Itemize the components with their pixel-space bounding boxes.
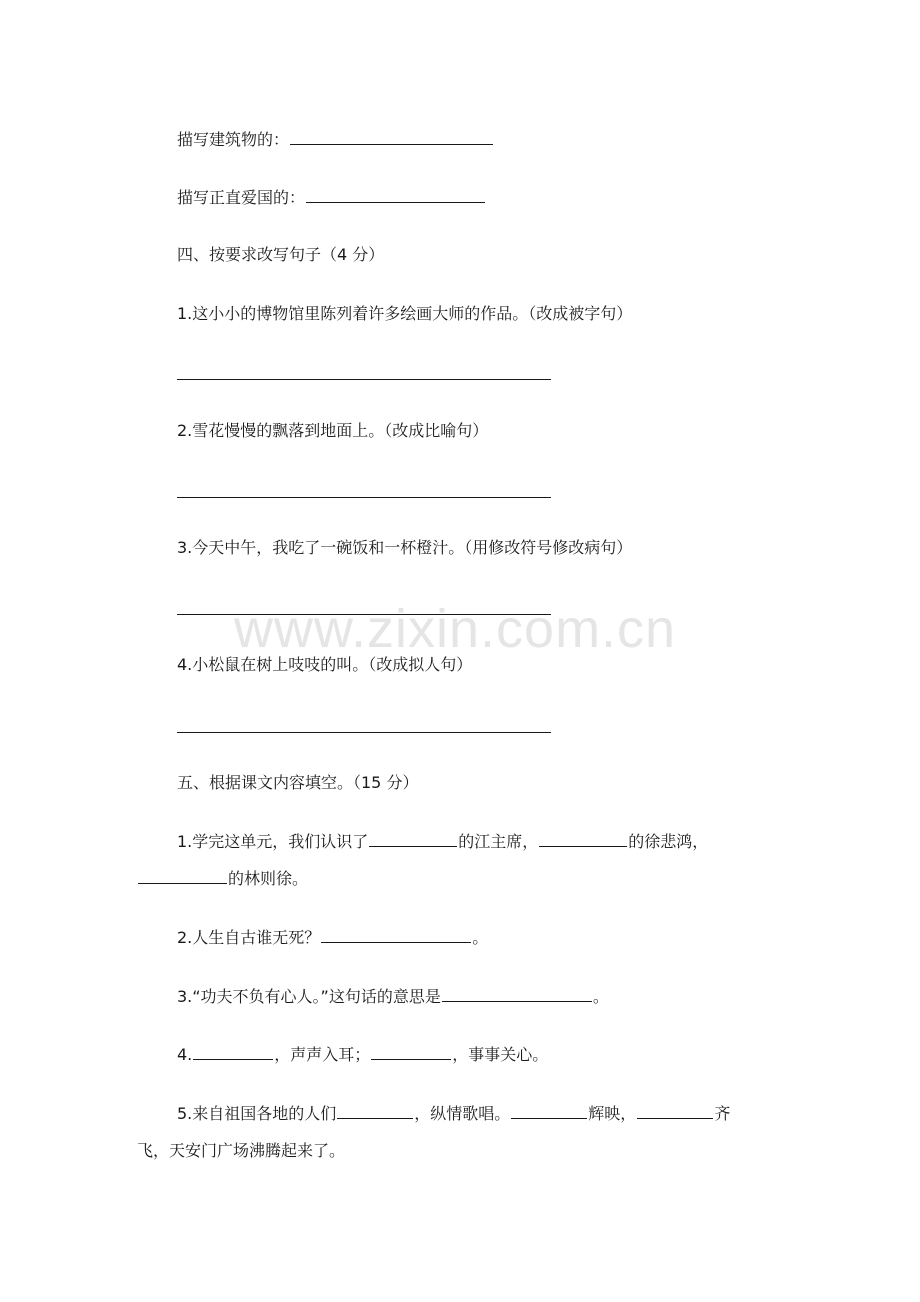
- question-text: 4.: [177, 1045, 193, 1064]
- question-5-5: [177, 1102, 730, 1126]
- question-5-1-continued: [137, 867, 308, 891]
- answer-blank[interactable]: [371, 1043, 451, 1060]
- question-text: ，纵情歌唱。: [414, 1104, 511, 1123]
- answer-blank[interactable]: [138, 867, 227, 884]
- question-5-3: [177, 985, 609, 1009]
- question-text: 。: [592, 987, 609, 1006]
- answer-blank[interactable]: [511, 1102, 587, 1119]
- answer-line[interactable]: [177, 379, 551, 380]
- answer-line[interactable]: [177, 497, 551, 498]
- answer-blank[interactable]: [306, 186, 485, 203]
- question-text: 。: [472, 928, 489, 947]
- question-text: 2.人生自古谁无死？: [177, 928, 321, 947]
- answer-blank[interactable]: [442, 985, 592, 1002]
- answer-blank[interactable]: [193, 1043, 273, 1060]
- question-5-5-continued: 飞，天安门广场沸腾起来了。: [137, 1141, 346, 1160]
- answer-blank[interactable]: [637, 1102, 713, 1119]
- watermark: www.zixin.com.cn: [234, 599, 677, 659]
- question-5-4: [177, 1043, 548, 1067]
- answer-blank[interactable]: [539, 830, 627, 847]
- question-text: 5.来自祖国各地的人们: [177, 1104, 337, 1123]
- question-text: 3.“功夫不负有心人。”这句话的意思是: [177, 987, 441, 1006]
- answer-line[interactable]: [177, 614, 551, 615]
- question-text: 的徐悲鸿，: [628, 832, 709, 851]
- question-4-2: 2.雪花慢慢的飘落到地面上。（改成比喻句）: [177, 421, 489, 440]
- section-four-heading: 四、按要求改写句子（4 分）: [177, 245, 385, 264]
- answer-blank[interactable]: [321, 926, 471, 943]
- prompt-text: 描写建筑物的：: [177, 130, 290, 149]
- prompt-text: 描写正直爱国的：: [177, 188, 306, 207]
- question-4-1: 1.这小小的博物馆里陈列着许多绘画大师的作品。（改成被字句）: [177, 304, 633, 323]
- section-five-heading: 五、根据课文内容填空。（15 分）: [177, 773, 419, 792]
- question-text: ，声声入耳；: [274, 1045, 371, 1064]
- fill-line-building: [177, 128, 494, 152]
- question-text: 的林则徐。: [228, 869, 309, 888]
- answer-blank[interactable]: [369, 830, 457, 847]
- fill-line-patriot: [177, 186, 486, 210]
- question-text: 的江主席，: [458, 832, 539, 851]
- question-text: 1.学完这单元，我们认识了: [177, 832, 369, 851]
- question-4-4: 4.小松鼠在树上吱吱的叫。（改成拟人句）: [177, 655, 473, 674]
- question-text: 辉映，: [588, 1104, 637, 1123]
- question-4-3: 3.今天中午，我吃了一碗饭和一杯橙汁。（用修改符号修改病句）: [177, 538, 633, 557]
- question-5-1: [177, 830, 708, 854]
- question-5-2: [177, 926, 488, 950]
- question-text: ，事事关心。: [452, 1045, 549, 1064]
- question-text: 齐: [714, 1104, 731, 1123]
- answer-blank[interactable]: [337, 1102, 413, 1119]
- answer-blank[interactable]: [290, 128, 493, 145]
- answer-line[interactable]: [177, 732, 551, 733]
